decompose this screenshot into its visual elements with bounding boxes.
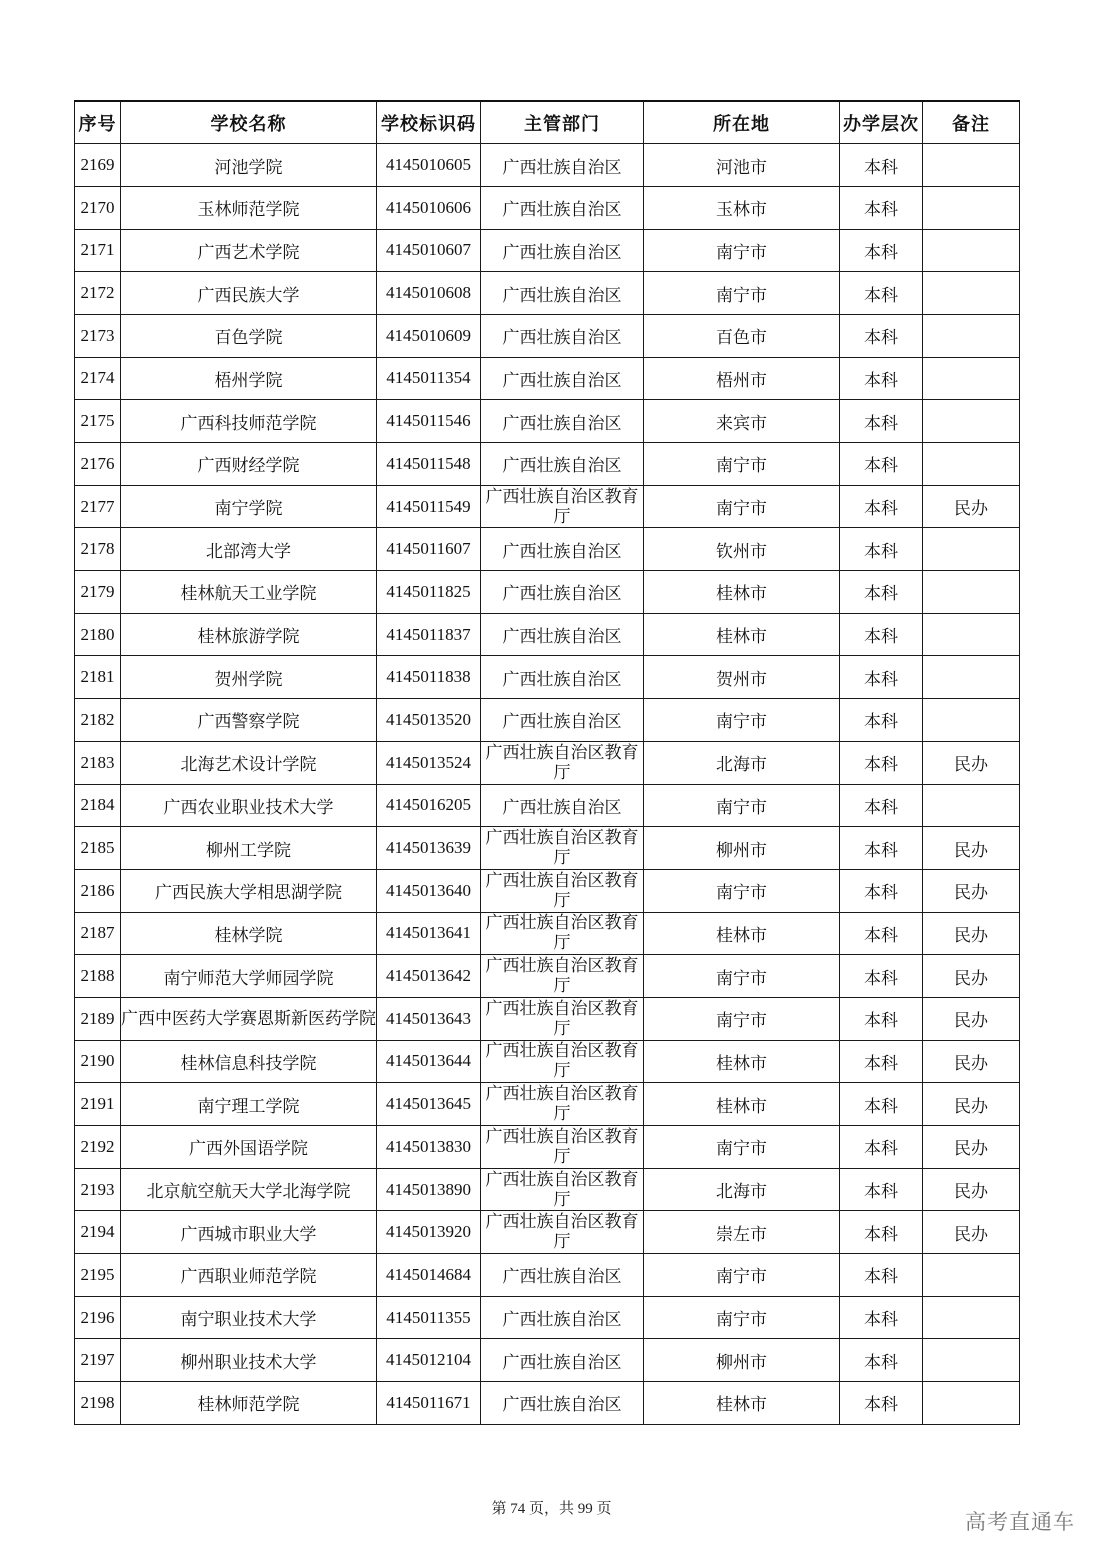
cell-code: 4145013520 [377,699,481,742]
cell-dept: 广西壮族自治区教育厅 [481,485,644,528]
table-row [75,1254,1020,1297]
cell-level: 本科 [840,1382,923,1425]
header-location: 所在地 [644,101,840,144]
cell-level: 本科 [840,741,923,784]
cell-dept: 广西壮族自治区教育厅 [481,955,644,998]
cell-code: 4145012104 [377,1339,481,1382]
cell-location: 北海市 [644,1168,840,1211]
table-row [75,400,1020,443]
cell-level: 本科 [840,144,923,187]
cell-location: 桂林市 [644,613,840,656]
cell-level: 本科 [840,400,923,443]
cell-name: 柳州工学院 [121,827,377,870]
cell-name: 北海艺术设计学院 [121,741,377,784]
cell-note [923,357,1020,400]
cell-seq: 2169 [75,144,121,187]
table-row [75,186,1020,229]
cell-seq: 2194 [75,1211,121,1254]
cell-code: 4145011546 [377,400,481,443]
cell-name: 贺州学院 [121,656,377,699]
cell-location: 桂林市 [644,1083,840,1126]
cell-location: 梧州市 [644,357,840,400]
cell-note: 民办 [923,869,1020,912]
cell-code: 4145011549 [377,485,481,528]
cell-note [923,1254,1020,1297]
cell-location: 贺州市 [644,656,840,699]
cell-location: 崇左市 [644,1211,840,1254]
cell-note [923,528,1020,571]
cell-note [923,314,1020,357]
cell-level: 本科 [840,1339,923,1382]
cell-note [923,571,1020,614]
cell-name: 广西艺术学院 [121,229,377,272]
cell-dept: 广西壮族自治区教育厅 [481,741,644,784]
cell-note [923,1296,1020,1339]
cell-seq: 2177 [75,485,121,528]
cell-code: 4145013524 [377,741,481,784]
cell-seq: 2186 [75,869,121,912]
cell-location: 南宁市 [644,699,840,742]
cell-dept: 广西壮族自治区教育厅 [481,827,644,870]
cell-dept: 广西壮族自治区 [481,443,644,486]
cell-note [923,144,1020,187]
cell-level: 本科 [840,699,923,742]
cell-seq: 2173 [75,314,121,357]
cell-note [923,699,1020,742]
cell-name: 广西职业师范学院 [121,1254,377,1297]
cell-seq: 2175 [75,400,121,443]
cell-level: 本科 [840,528,923,571]
cell-seq: 2197 [75,1339,121,1382]
cell-dept: 广西壮族自治区 [481,571,644,614]
cell-name: 广西城市职业大学 [121,1211,377,1254]
table-row [75,997,1020,1040]
cell-seq: 2180 [75,613,121,656]
cell-code: 4145013645 [377,1083,481,1126]
cell-note [923,1339,1020,1382]
cell-note [923,272,1020,315]
cell-code: 4145011838 [377,656,481,699]
cell-location: 柳州市 [644,1339,840,1382]
watermark: 高考直通车 [965,1510,1075,1534]
cell-code: 4145010608 [377,272,481,315]
table-row [75,784,1020,827]
cell-name: 北京航空航天大学北海学院 [121,1168,377,1211]
cell-code: 4145013639 [377,827,481,870]
cell-note: 民办 [923,485,1020,528]
cell-location: 南宁市 [644,272,840,315]
cell-name: 广西中医药大学赛恩斯新医药学院 [121,997,377,1040]
cell-name: 广西财经学院 [121,443,377,486]
cell-code: 4145011837 [377,613,481,656]
table-row [75,314,1020,357]
cell-code: 4145016205 [377,784,481,827]
cell-note [923,656,1020,699]
cell-seq: 2184 [75,784,121,827]
cell-seq: 2181 [75,656,121,699]
cell-dept: 广西壮族自治区教育厅 [481,912,644,955]
cell-dept: 广西壮族自治区 [481,357,644,400]
header-name: 学校名称 [121,101,377,144]
table-row [75,1296,1020,1339]
cell-location: 河池市 [644,144,840,187]
cell-seq: 2185 [75,827,121,870]
cell-seq: 2198 [75,1382,121,1425]
table-row [75,357,1020,400]
cell-code: 4145013640 [377,869,481,912]
header-dept: 主管部门 [481,101,644,144]
cell-dept: 广西壮族自治区教育厅 [481,1126,644,1169]
cell-seq: 2179 [75,571,121,614]
cell-location: 南宁市 [644,955,840,998]
table-row [75,656,1020,699]
cell-level: 本科 [840,229,923,272]
cell-seq: 2192 [75,1126,121,1169]
table-row [75,528,1020,571]
cell-level: 本科 [840,656,923,699]
table-row [75,1168,1020,1211]
cell-location: 南宁市 [644,1126,840,1169]
header-seq: 序号 [75,101,121,144]
cell-note [923,186,1020,229]
cell-note [923,443,1020,486]
cell-seq: 2182 [75,699,121,742]
cell-code: 4145013920 [377,1211,481,1254]
cell-seq: 2170 [75,186,121,229]
cell-location: 玉林市 [644,186,840,229]
cell-code: 4145011548 [377,443,481,486]
cell-name: 南宁学院 [121,485,377,528]
cell-name: 广西科技师范学院 [121,400,377,443]
cell-location: 南宁市 [644,869,840,912]
cell-note [923,613,1020,656]
cell-name: 河池学院 [121,144,377,187]
header-level: 办学层次 [840,101,923,144]
table-row [75,741,1020,784]
cell-location: 百色市 [644,314,840,357]
cell-seq: 2178 [75,528,121,571]
cell-note [923,400,1020,443]
cell-name: 广西警察学院 [121,699,377,742]
cell-seq: 2189 [75,997,121,1040]
cell-dept: 广西壮族自治区 [481,528,644,571]
cell-seq: 2187 [75,912,121,955]
cell-location: 南宁市 [644,1254,840,1297]
cell-code: 4145013643 [377,997,481,1040]
cell-location: 南宁市 [644,485,840,528]
cell-seq: 2191 [75,1083,121,1126]
cell-name: 桂林航天工业学院 [121,571,377,614]
cell-code: 4145010606 [377,186,481,229]
cell-level: 本科 [840,784,923,827]
cell-level: 本科 [840,997,923,1040]
cell-location: 南宁市 [644,784,840,827]
cell-level: 本科 [840,1254,923,1297]
page-number: 第 74 页，共 99 页 [491,1501,612,1517]
cell-dept: 广西壮族自治区 [481,699,644,742]
cell-level: 本科 [840,1296,923,1339]
cell-level: 本科 [840,955,923,998]
cell-note [923,229,1020,272]
cell-location: 南宁市 [644,443,840,486]
cell-level: 本科 [840,869,923,912]
table-row [75,144,1020,187]
cell-seq: 2196 [75,1296,121,1339]
table-row [75,485,1020,528]
table-row [75,1211,1020,1254]
cell-code: 4145013644 [377,1040,481,1083]
cell-note: 民办 [923,1211,1020,1254]
cell-note: 民办 [923,1040,1020,1083]
cell-dept: 广西壮族自治区 [481,1339,644,1382]
cell-code: 4145013890 [377,1168,481,1211]
cell-dept: 广西壮族自治区教育厅 [481,869,644,912]
header-code: 学校标识码 [377,101,481,144]
table-row [75,1126,1020,1169]
table-row [75,443,1020,486]
cell-name: 北部湾大学 [121,528,377,571]
cell-dept: 广西壮族自治区教育厅 [481,1211,644,1254]
cell-location: 来宾市 [644,400,840,443]
cell-level: 本科 [840,1083,923,1126]
cell-note: 民办 [923,1168,1020,1211]
cell-level: 本科 [840,571,923,614]
cell-seq: 2188 [75,955,121,998]
cell-seq: 2171 [75,229,121,272]
header-note: 备注 [923,101,1020,144]
cell-seq: 2190 [75,1040,121,1083]
cell-name: 柳州职业技术大学 [121,1339,377,1382]
table-row [75,1382,1020,1425]
cell-level: 本科 [840,1126,923,1169]
cell-code: 4145014684 [377,1254,481,1297]
cell-code: 4145011607 [377,528,481,571]
cell-code: 4145013642 [377,955,481,998]
cell-seq: 2172 [75,272,121,315]
cell-note: 民办 [923,827,1020,870]
cell-note: 民办 [923,955,1020,998]
cell-code: 4145010609 [377,314,481,357]
cell-location: 北海市 [644,741,840,784]
cell-dept: 广西壮族自治区教育厅 [481,1168,644,1211]
cell-dept: 广西壮族自治区 [481,314,644,357]
cell-name: 百色学院 [121,314,377,357]
cell-dept: 广西壮族自治区 [481,144,644,187]
table-row [75,955,1020,998]
table-row [75,613,1020,656]
cell-location: 桂林市 [644,912,840,955]
cell-name: 广西外国语学院 [121,1126,377,1169]
table-row [75,699,1020,742]
cell-level: 本科 [840,272,923,315]
cell-level: 本科 [840,314,923,357]
cell-location: 南宁市 [644,229,840,272]
cell-dept: 广西壮族自治区 [481,1382,644,1425]
cell-dept: 广西壮族自治区教育厅 [481,997,644,1040]
table-row [75,827,1020,870]
table-row [75,272,1020,315]
cell-name: 广西农业职业技术大学 [121,784,377,827]
table-row [75,571,1020,614]
table-row [75,1083,1020,1126]
cell-code: 4145013641 [377,912,481,955]
cell-name: 桂林旅游学院 [121,613,377,656]
cell-name: 南宁理工学院 [121,1083,377,1126]
cell-level: 本科 [840,1211,923,1254]
cell-level: 本科 [840,613,923,656]
table-row [75,1040,1020,1083]
cell-dept: 广西壮族自治区教育厅 [481,1083,644,1126]
cell-name: 桂林信息科技学院 [121,1040,377,1083]
cell-name: 南宁师范大学师园学院 [121,955,377,998]
cell-level: 本科 [840,357,923,400]
table-row [75,1339,1020,1382]
cell-name: 桂林学院 [121,912,377,955]
header-row [75,101,1020,144]
cell-level: 本科 [840,485,923,528]
cell-seq: 2183 [75,741,121,784]
table-row [75,229,1020,272]
cell-note [923,1382,1020,1425]
cell-dept: 广西壮族自治区 [481,1254,644,1297]
cell-note [923,784,1020,827]
cell-dept: 广西壮族自治区教育厅 [481,1040,644,1083]
cell-location: 南宁市 [644,1296,840,1339]
cell-dept: 广西壮族自治区 [481,400,644,443]
cell-dept: 广西壮族自治区 [481,229,644,272]
cell-level: 本科 [840,1168,923,1211]
cell-level: 本科 [840,827,923,870]
cell-note: 民办 [923,1126,1020,1169]
cell-seq: 2176 [75,443,121,486]
cell-code: 4145010605 [377,144,481,187]
cell-name: 广西民族大学相思湖学院 [121,869,377,912]
cell-code: 4145011671 [377,1382,481,1425]
cell-dept: 广西壮族自治区 [481,784,644,827]
cell-seq: 2195 [75,1254,121,1297]
cell-code: 4145010607 [377,229,481,272]
cell-note: 民办 [923,741,1020,784]
cell-seq: 2193 [75,1168,121,1211]
cell-seq: 2174 [75,357,121,400]
table-body [75,144,1020,1425]
cell-code: 4145011355 [377,1296,481,1339]
cell-location: 柳州市 [644,827,840,870]
cell-location: 桂林市 [644,1382,840,1425]
cell-location: 南宁市 [644,997,840,1040]
cell-note: 民办 [923,912,1020,955]
cell-code: 4145011825 [377,571,481,614]
cell-level: 本科 [840,1040,923,1083]
cell-dept: 广西壮族自治区 [481,272,644,315]
cell-dept: 广西壮族自治区 [481,656,644,699]
cell-name: 南宁职业技术大学 [121,1296,377,1339]
cell-note: 民办 [923,997,1020,1040]
cell-name: 玉林师范学院 [121,186,377,229]
cell-name: 桂林师范学院 [121,1382,377,1425]
cell-location: 桂林市 [644,571,840,614]
cell-note: 民办 [923,1083,1020,1126]
cell-dept: 广西壮族自治区 [481,186,644,229]
school-table [74,100,1020,1425]
cell-dept: 广西壮族自治区 [481,1296,644,1339]
table-row [75,869,1020,912]
cell-dept: 广西壮族自治区 [481,613,644,656]
cell-level: 本科 [840,443,923,486]
cell-level: 本科 [840,186,923,229]
cell-location: 钦州市 [644,528,840,571]
cell-code: 4145013830 [377,1126,481,1169]
cell-code: 4145011354 [377,357,481,400]
cell-location: 桂林市 [644,1040,840,1083]
table-row [75,912,1020,955]
cell-name: 梧州学院 [121,357,377,400]
cell-name: 广西民族大学 [121,272,377,315]
cell-level: 本科 [840,912,923,955]
